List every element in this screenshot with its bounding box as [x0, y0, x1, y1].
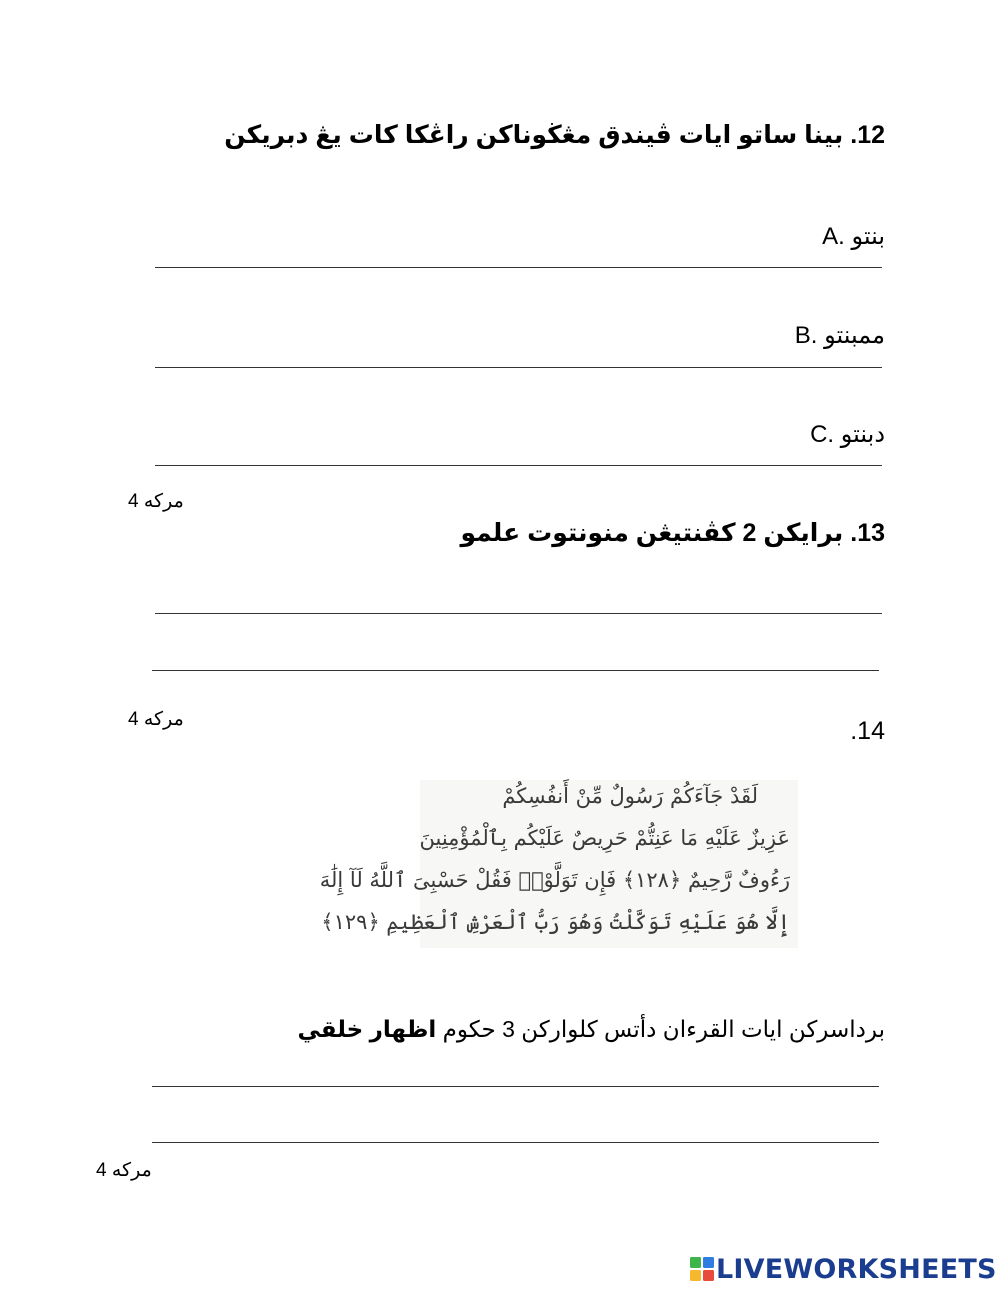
q14-instruction-text: برداسركن ايات القرءان دأتس كلواركن 3 حكوم: [442, 1016, 885, 1042]
q14-answer-line-2[interactable]: [152, 1142, 879, 1143]
quran-verse-image: [319, 780, 798, 948]
verse-line-3: رَءُوفٌ رَّحِيمٌ ﴿١٢٨﴾ فَإِن تَوَلَّوْا۟ فَقُلْ حَسْبِىَ ٱللَّهُ لَآ إِلَٰهَ: [319, 868, 790, 892]
q12-answer-line-b[interactable]: [155, 367, 882, 368]
q12-answer-line-c[interactable]: [155, 465, 882, 466]
q12-marks: مركه 4: [128, 491, 184, 512]
q14-answer-line-1[interactable]: [152, 1086, 879, 1087]
q14-instruction: [297, 1016, 885, 1043]
q13-answer-line-2[interactable]: [152, 670, 879, 671]
liveworksheets-logo: [690, 1252, 997, 1286]
q12-option-b: B. ممبنتو: [794, 322, 885, 349]
q13-marks: مركه 4: [128, 709, 184, 730]
verse-line-1: لَقَدْ جَآءَكُمْ رَسُولٌ مِّنْ أَنفُسِكُمْ: [502, 784, 758, 808]
q13-answer-line-1[interactable]: [155, 613, 882, 614]
q12-answer-line-a[interactable]: [155, 267, 882, 268]
question-12-title: 12. بينا ساتو ايات ڤيندق مڠڬوناكن راڠكا كات يڠ دبريكن: [224, 121, 885, 149]
question-13-title: 13. برايكن 2 كڤنتيڠن منونتوت علمو: [460, 519, 885, 547]
q12-option-c: C. دبنتو: [810, 421, 885, 448]
liveworksheets-logo-icon: [690, 1257, 714, 1281]
q14-marks: مركه 4: [96, 1160, 152, 1181]
liveworksheets-logo-text: LIVEWORKSHEETS: [716, 1253, 997, 1285]
q14-instruction-bold: اظهار خلقي: [297, 1016, 437, 1042]
verse-line-2: عَزِيزٌ عَلَيْهِ مَا عَنِتُّمْ حَرِيصٌ عَلَيْكُم بِٱلْمُؤْمِنِينَ: [419, 826, 790, 850]
verse-line-4: إِلَّا هُوَ عَلَيْهِ تَوَكَّلْتُ وَهُوَ رَبُّ ٱلْعَرْشِ ٱلْعَظِيمِ ﴿١٢٩﴾: [321, 910, 790, 934]
question-14-number: .14: [850, 717, 885, 745]
q12-option-a: A. بنتو: [822, 223, 885, 250]
